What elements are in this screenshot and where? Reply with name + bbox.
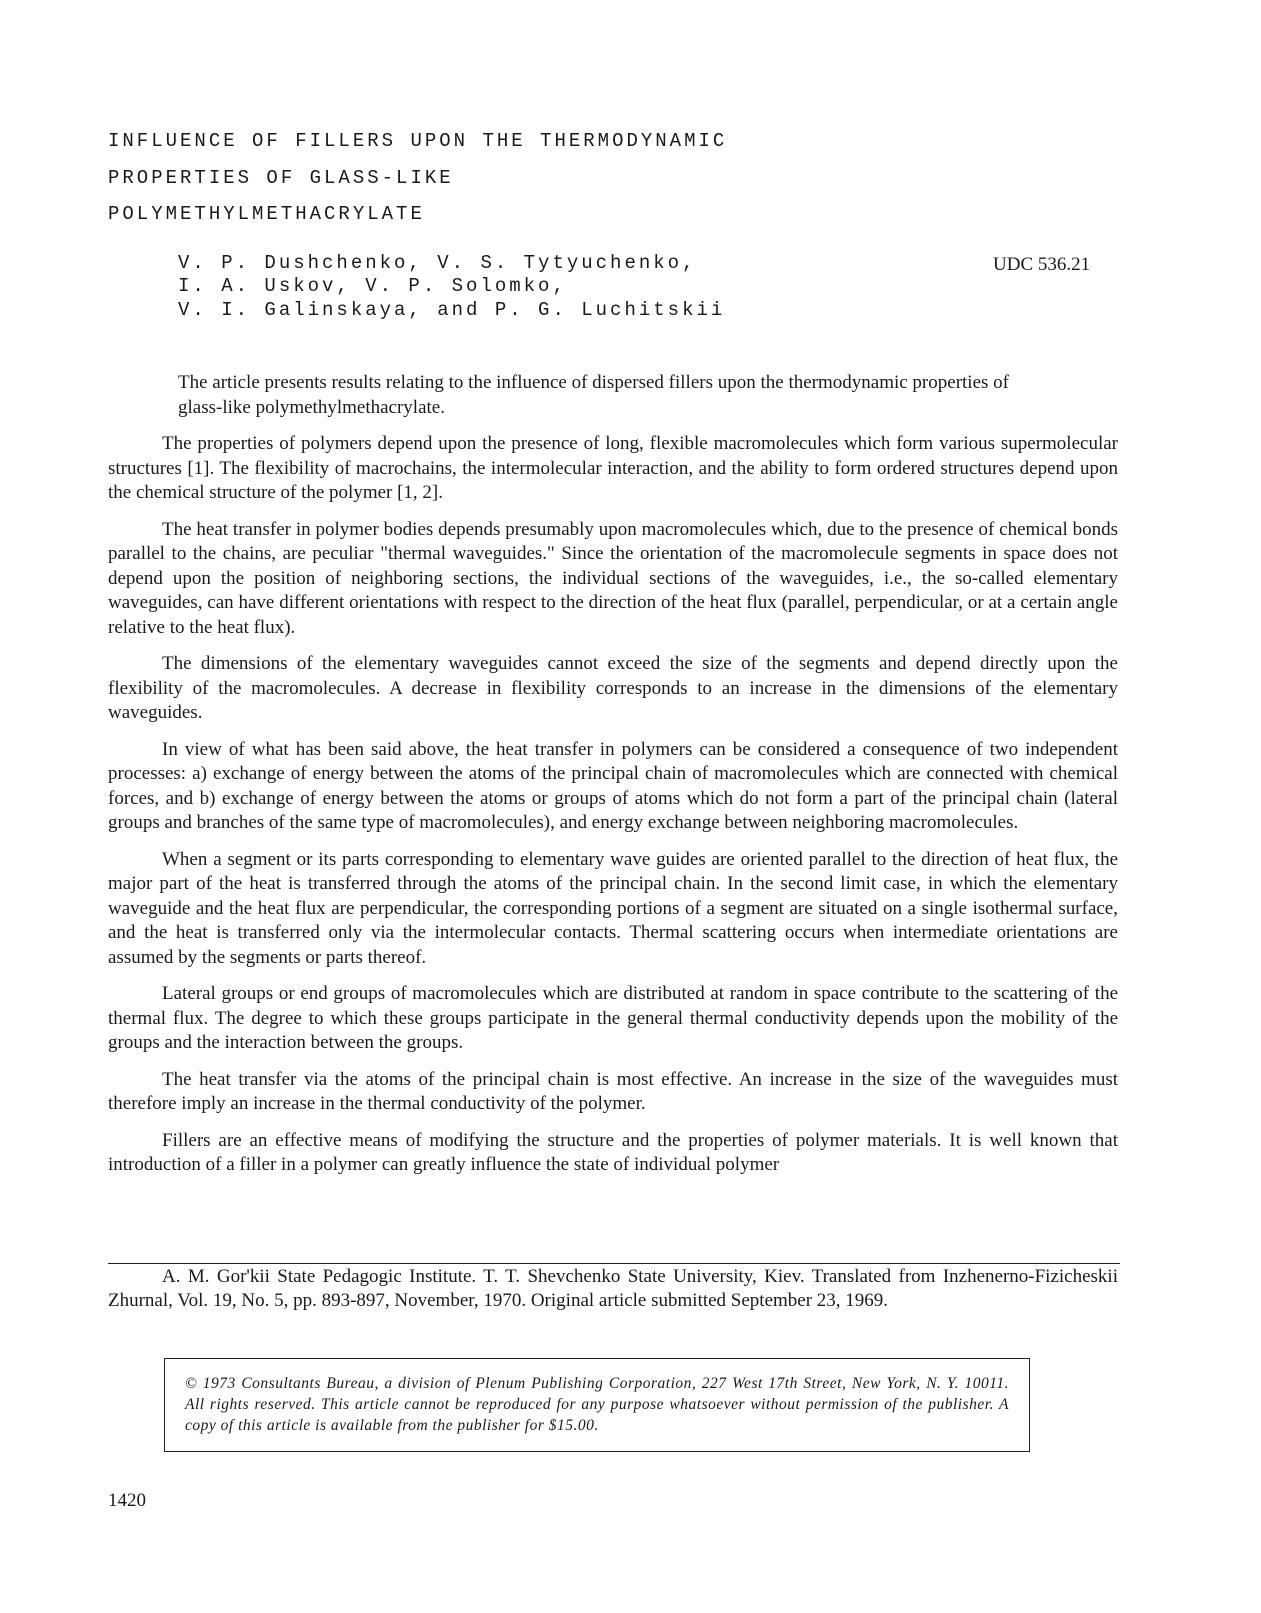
paragraph-2: The heat transfer in polymer bodies depends presumably upon macromolecules which, due to the presence of chemical bonds parallel to the chains, are peculiar "thermal waveguides." Since the orientation of the macromolecule segments in space does not depend upon the position of neighboring sections, the individual sections of the waveguides, i.e., the so-called elementary waveguides, can have different orientations with respect to the direction of the heat flux (parallel, perpendicular, or at a certain angle relative to the heat flux). [108,518,1118,638]
copyright-box [164,1358,1030,1452]
author-line-3: V. I. Galinskaya, and P. G. Luchitskii [178,299,726,321]
paragraph-8: Fillers are an effective means of modifying the structure and the properties of polymer materials. It is well known that introduction of a filler in a polymer can greatly influence the state of individual polymer [108,1129,1118,1175]
paragraph-4: In view of what has been said above, the heat transfer in polymers can be considered a consequence of two independent processes: a) exchange of energy between the atoms of the principal chain of macromolecules which are connected with chemical forces, and b) exchange of energy between the atoms or groups of atoms which do not form a part of the principal chain (lateral groups and branches of the same type of macromolecules), and energy exchange between neighboring macromolecules. [108,738,1118,833]
paragraph-5: When a segment or its parts corresponding to elementary wave guides are oriented parallel to the direction of heat flux, the major part of the heat is transferred through the atoms of the principal chain. In the second limit case, in which the elementary waveguide and the heat flux are perpendicular, the corresponding portions of a segment are situated on a single isothermal surface, and the heat is transferred only via the intermolecular contacts. Thermal scattering occurs when intermediate orientations are assumed by the segments or parts thereof. [108,848,1118,968]
copyright-notice: © 1973 Consultants Bureau, a division of Plenum Publishing Corporation, 227 West 17th Street, New York, N. Y. 10011. All rights reserved. This article cannot be reproduced for any purpose whatsoever without permission of the publisher. A copy of this article is available from the publisher for $15.00. [185,1375,1009,1434]
author-line-1: V. P. Dushchenko, V. S. Tytyuchenko, [178,252,697,274]
body-text [108,432,1118,1190]
title-line-2: PROPERTIES OF GLASS-LIKE [108,167,454,189]
paragraph-3: The dimensions of the elementary waveguides cannot exceed the size of the segments and depend directly upon the flexibility of the macromolecules. A decrease in flexibility corresponds to an increase in the dimensions of the elementary waveguides. [108,653,1118,723]
paragraph-1: The properties of polymers depend upon the presence of long, flexible macromolecules which form various supermolecular structures [1]. The flexibility of macrochains, the intermolecular interaction, and the ability to form ordered structures depend upon the chemical structure of the polymer [1, 2]. [108,433,1118,503]
author-line-2: I. A. Uskov, V. P. Solomko, [178,275,567,297]
paragraph-7: The heat transfer via the atoms of the principal chain is most effective. An increase in the size of the waveguides must therefore imply an increase in the thermal conductivity of the polymer. [108,1068,1118,1114]
title-line-3: POLYMETHYLMETHACRYLATE [108,203,425,225]
abstract: The article presents results relating to the influence of dispersed fillers upon the thermodynamic properties of glass-like polymethylmethacrylate. [178,372,1009,418]
title-line-1: INFLUENCE OF FILLERS UPON THE THERMODYNAMIC [108,130,728,152]
udc-code: UDC 536.21 [993,254,1091,275]
paragraph-6: Lateral groups or end groups of macromolecules which are distributed at random in space contribute to the scattering of the thermal flux. The degree to which these groups participate in the general thermal conductivity depends upon the mobility of the groups and the interaction between the groups. [108,983,1118,1053]
page-number: 1420 [108,1490,146,1511]
affiliation-footnote: A. M. Gor'kii State Pedagogic Institute. T. T. Shevchenko State University, Kiev. Translated from Inzhenerno-Fizicheskii Zhurnal, Vol. 19, No. 5, pp. 893-897, November, 1970. Original article submitted September 23, 1969. [108,1266,1118,1311]
footnote-divider [108,1263,1120,1264]
